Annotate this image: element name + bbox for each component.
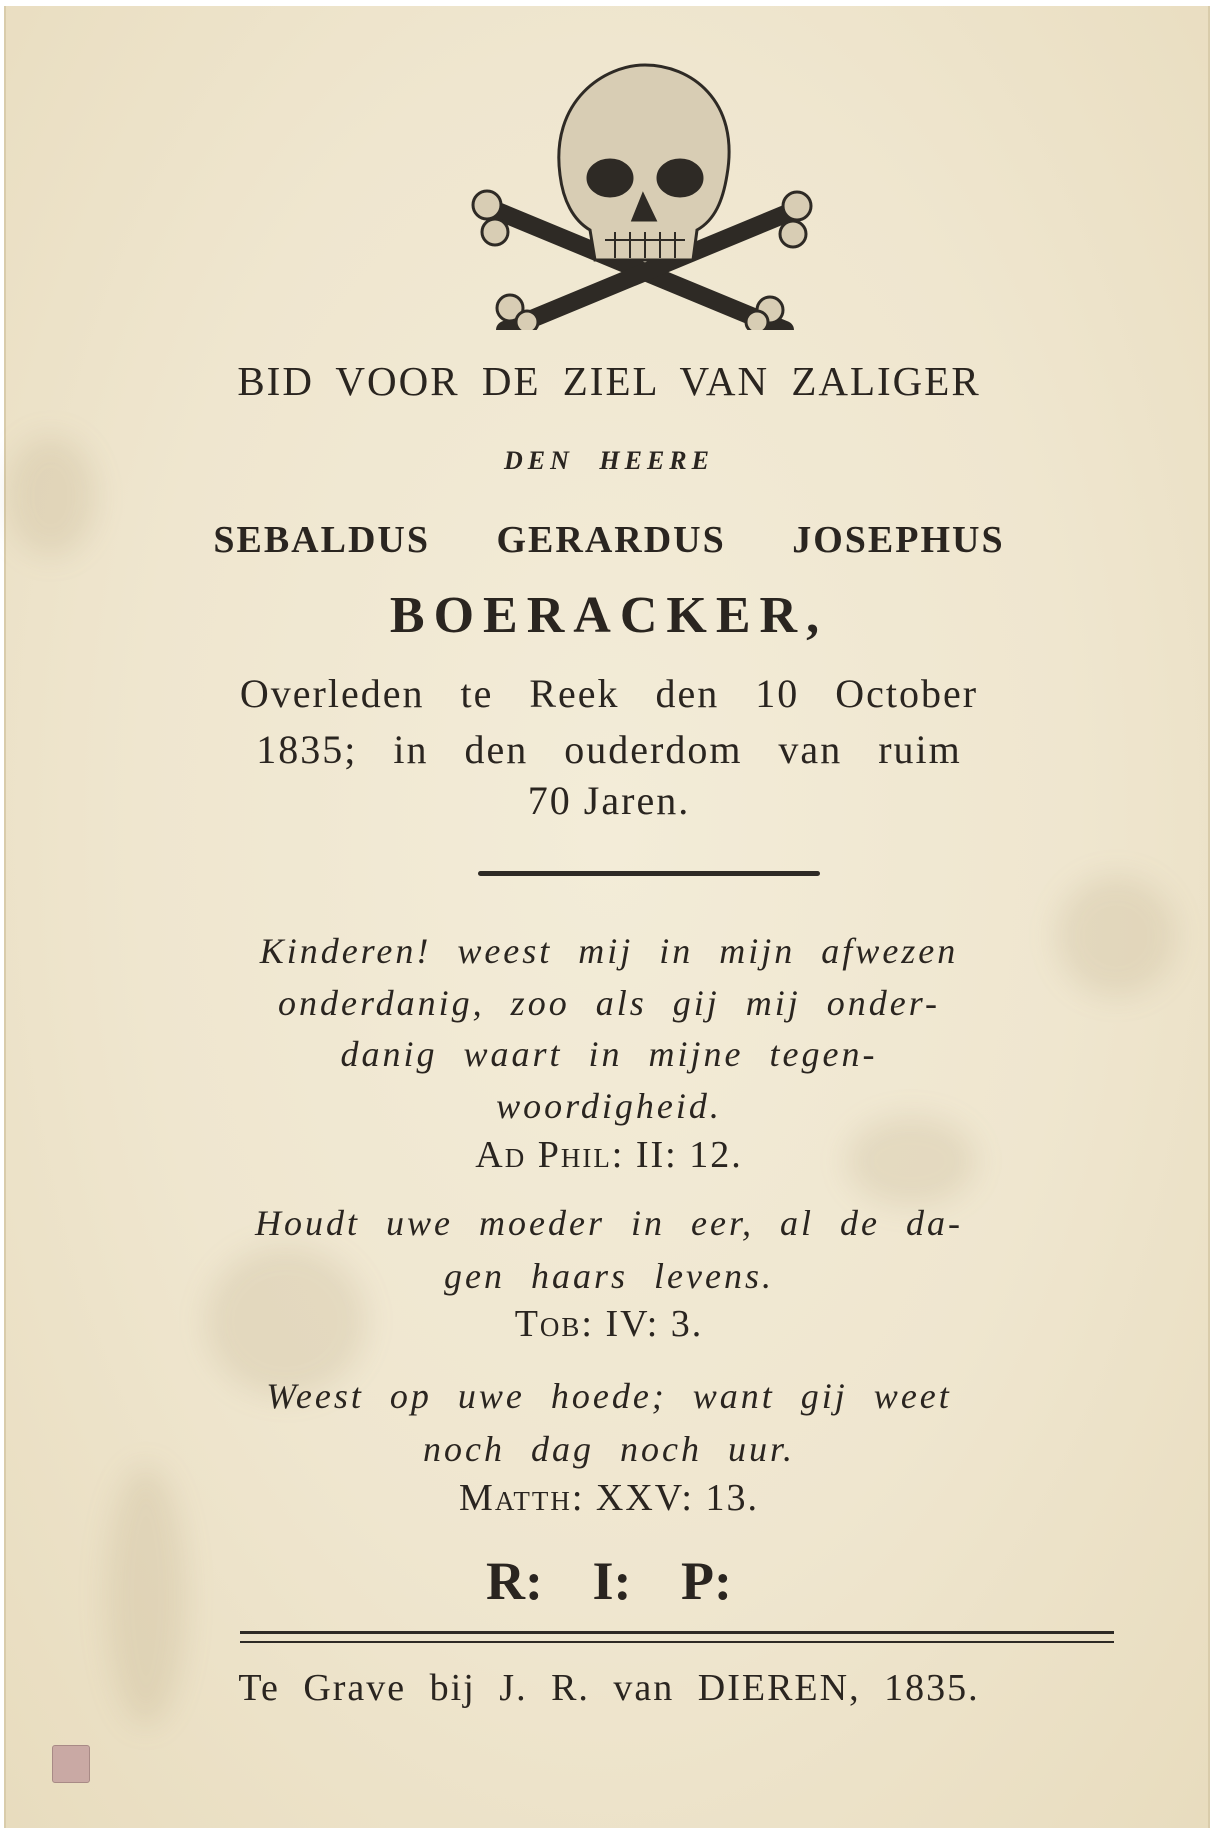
verse-1-line-4: woordigheid. [496,1086,722,1126]
verse-3-line-1: Weest op uwe hoede; want gij weet [266,1376,952,1416]
verse-2-reference: Tob: IV: 3. [514,1303,704,1345]
printer-imprint: Te Grave bij J. R. van DIEREN, 1835. [238,1667,980,1709]
verse-1-line-3: danig waart in mijne tegen- [340,1034,878,1074]
death-notice-line-2: 1835; in den ouderdom van ruim [256,727,962,772]
surname: BOERACKER, [389,587,829,644]
honorific: DEN HEERE [504,446,714,475]
rip-closing: R: I: P: [486,1551,732,1611]
death-notice-line-3: 70 Jaren. [527,778,691,823]
watermark-seal-icon [52,1745,90,1783]
divider-rule [478,871,820,876]
verse-2-line-2: gen haars levens. [444,1256,774,1296]
verse-3-line-2: noch dag noch uur. [423,1429,795,1469]
verse-1-line-1: Kinderen! weest mij in mijn afwezen [259,931,959,971]
prayer-heading: BID VOOR DE ZIEL VAN ZALIGER [237,358,981,404]
given-names: SEBALDUS GERARDUS JOSEPHUS [213,519,1005,561]
verse-3-reference: Matth: XXV: 13. [459,1477,759,1519]
death-notice-line-1: Overleden te Reek den 10 October [239,671,979,716]
verse-2-line-1: Houdt uwe moeder in eer, al de da- [255,1203,963,1243]
verse-1-line-2: onderdanig, zoo als gij mij onder- [278,983,940,1023]
skull-and-crossbones-icon [465,60,820,330]
footer-rule-top [240,1631,1114,1634]
footer-rule-bottom [240,1641,1114,1643]
verse-1-reference: Ad Phil: II: 12. [475,1134,743,1176]
